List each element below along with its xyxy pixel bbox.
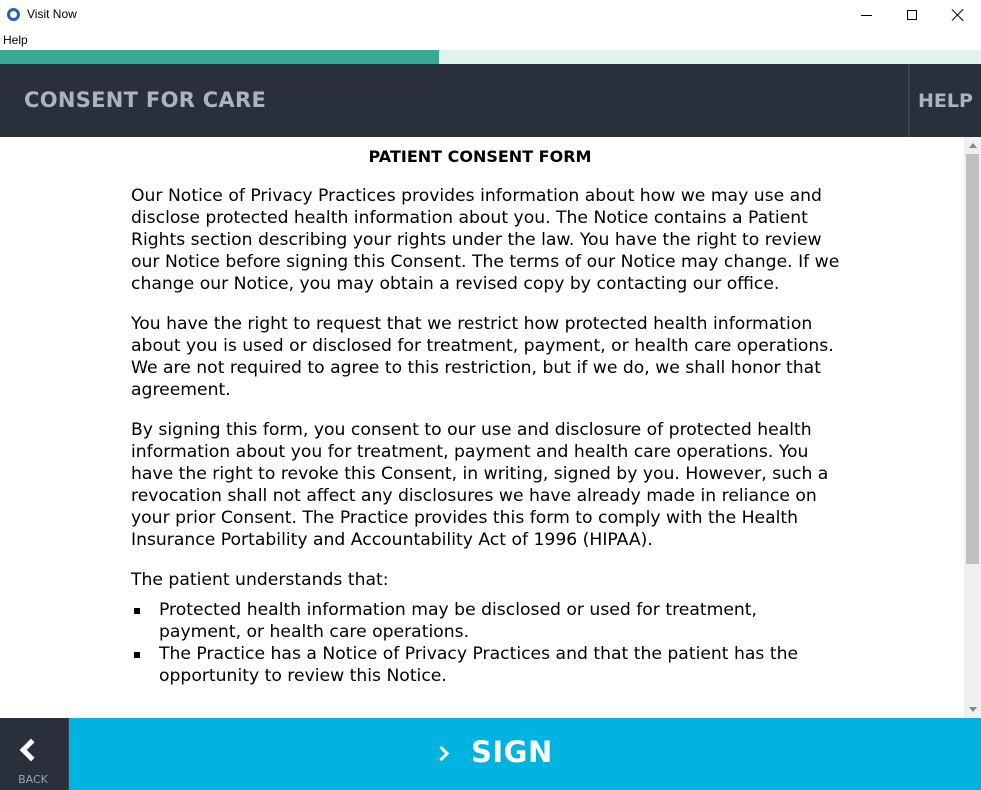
menu-item-help[interactable]: Help — [3, 33, 28, 47]
minimize-button[interactable] — [843, 0, 889, 30]
understanding-list — [131, 599, 841, 687]
help-button[interactable]: HELP — [908, 64, 981, 137]
paragraph-consent-hipaa: By signing this form, you consent to our use and disclosure of protected health information about you for treatment, payment and health care operations. You have the right to revoke this Consent, in writing, signed by you. However, such a revocation shall not affect any disclosures we have already made in reliance on your prior Consent. The Practice provides this form to comply with the Health Insurance Portability and Accountability Act of 1996 (HIPAA). — [131, 420, 829, 550]
paragraph-privacy-notice: Our Notice of Privacy Practices provides information about how we may use and disclose protected health information about you. The Notice contains a Patient Rights section describing your rights under the law. You have the right to review our Notice before signing this Consent. The terms of our Notice may change. If we change our Notice, you may obtain a revised copy by contacting our office. — [131, 186, 840, 294]
app-logo-icon — [7, 8, 20, 21]
arrow-down-icon — [969, 707, 977, 712]
window-title-bar — [0, 0, 981, 30]
document-title: PATIENT CONSENT FORM — [368, 147, 592, 166]
paragraph-restriction-right: You have the right to request that we restrict how protected health information about you is used or disclosed for treatment, payment, or health care operations. We are not required to agree to this restriction, but if we do, we shall honor that agreement. — [131, 314, 834, 400]
page-title: CONSENT FOR CARE — [24, 88, 267, 112]
document-body — [131, 185, 841, 687]
list-item: The Practice has a Notice of Privacy Practices and that the patient has the opportunity to review this Notice. — [131, 643, 841, 687]
consent-document — [0, 137, 964, 718]
chevron-right-icon — [434, 746, 450, 762]
back-button[interactable] — [0, 718, 69, 790]
list-item: Protected health information may be disclosed or used for treatment, payment, or health care operations. — [131, 599, 841, 643]
minimize-icon — [861, 15, 872, 16]
maximize-button[interactable] — [889, 0, 935, 30]
close-button[interactable] — [935, 0, 981, 30]
close-icon — [952, 9, 964, 21]
back-label: BACK — [18, 773, 48, 786]
scroll-down-button[interactable] — [964, 701, 981, 718]
progress-bar-fill — [0, 50, 439, 64]
window-title: Visit Now — [27, 7, 77, 21]
page-header — [0, 64, 981, 137]
vertical-scrollbar[interactable] — [964, 137, 981, 718]
scrollbar-thumb[interactable] — [966, 154, 979, 564]
paragraph-patient-understands: The patient understands that: — [131, 570, 389, 590]
sign-label: SIGN — [471, 735, 553, 769]
chevron-left-icon — [20, 739, 43, 762]
scroll-up-button[interactable] — [964, 137, 981, 154]
progress-bar — [0, 50, 981, 64]
menu-bar — [0, 30, 981, 50]
arrow-up-icon — [969, 143, 977, 148]
maximize-icon — [907, 10, 917, 20]
footer-bar — [0, 718, 981, 790]
sign-button[interactable] — [69, 718, 981, 790]
